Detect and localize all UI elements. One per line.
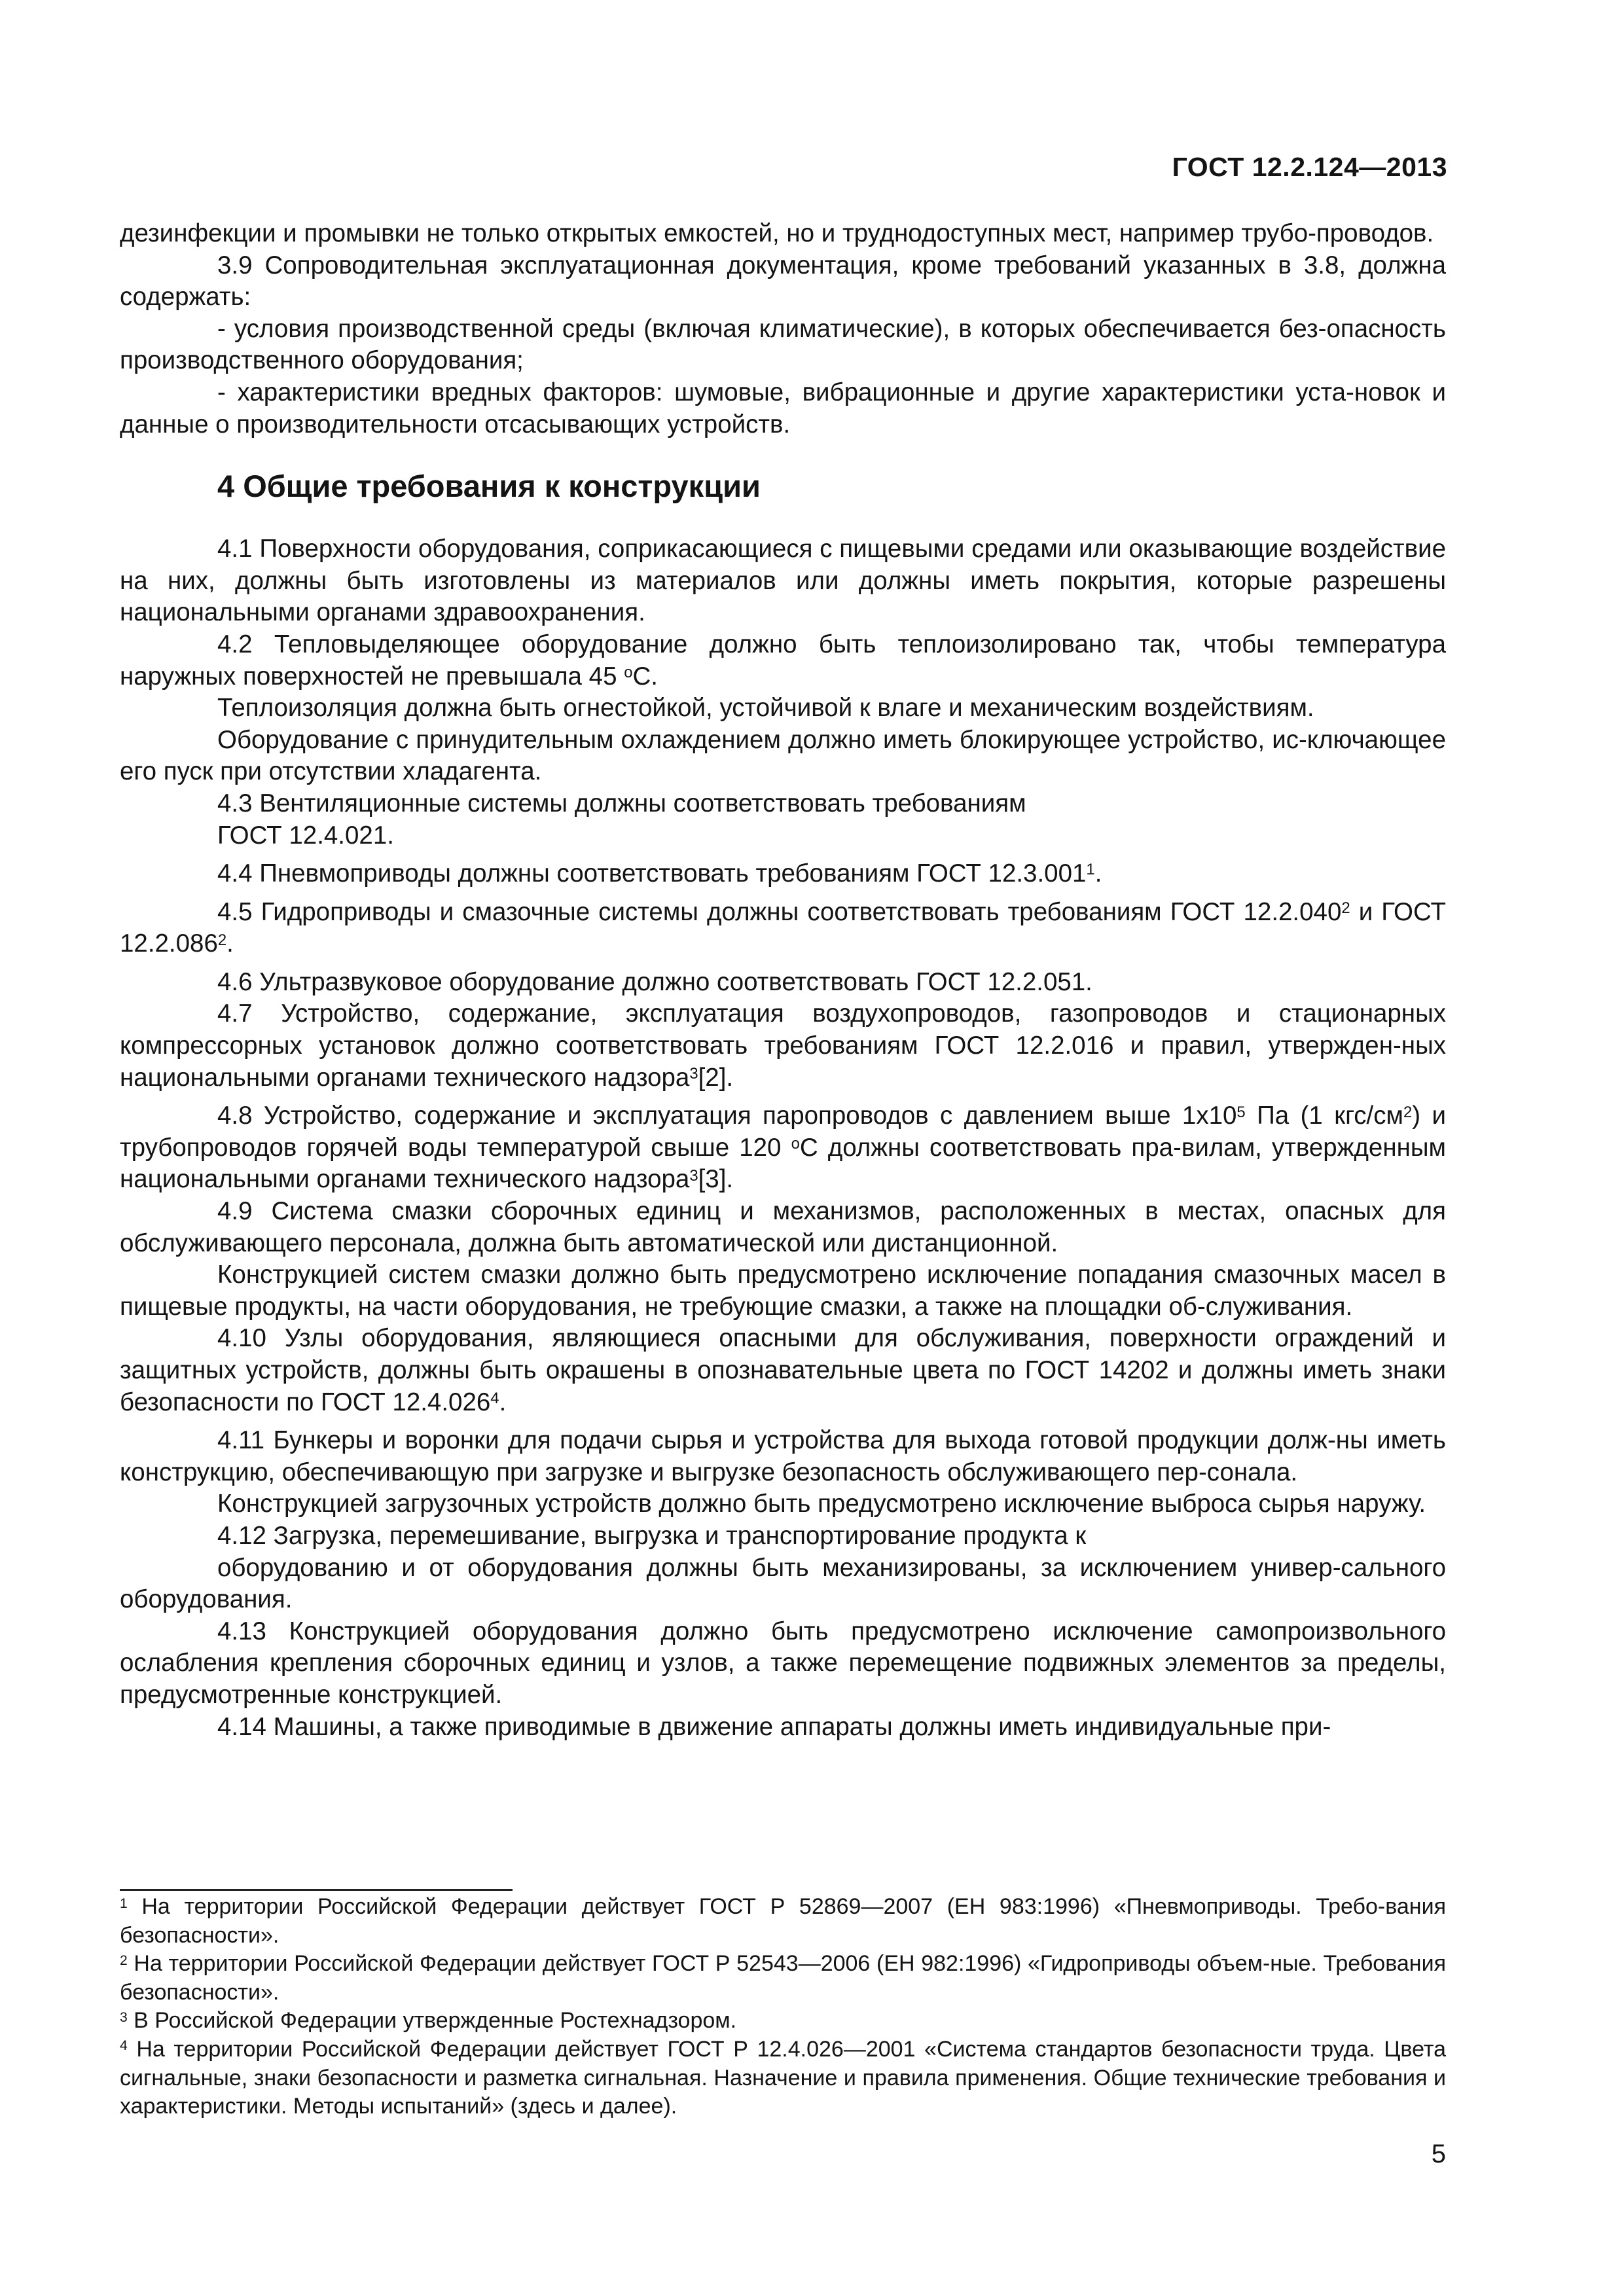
section-4-heading: 4 Общие требования к конструкции [217, 469, 761, 504]
footnote-ref-2b: 2 [217, 931, 227, 949]
paragraph-4-1: 4.1 Поверхности оборудования, соприкасающиеся с пищевыми средами или оказывающие воздействие на них, должны быть изготовлены из материалов или должны иметь покрытия, которые разрешены национальными органами здравоохранения. [120, 535, 1446, 627]
footnotes [120, 1893, 1446, 2121]
paragraph-4-12: 4.12 Загрузка, перемешивание, выгрузка и транспортирование продукта к [217, 1521, 1087, 1550]
list-item-conditions: - условия производственной среды (включая климатические), в которых обеспечивается без-опасность производственного оборудования; [120, 314, 1446, 375]
paragraph-4-3: 4.3 Вентиляционные системы должны соответствовать требованиям [217, 789, 1026, 817]
paragraph-4-11-loading: Конструкцией загрузочных устройств должно быть предусмотрено исключение выброса сырья наружу. [217, 1490, 1426, 1518]
paragraph-4-12-continued: оборудованию и от оборудования должны быть механизированы, за исключением универ-сального оборудования. [120, 1553, 1446, 1614]
document-body [120, 218, 1446, 1743]
footnote-2-text: На территории Российской Федерации действует ГОСТ Р 52543—2006 (ЕН 982:1996) «Гидроприводы объем-ные. Требования безопасности». [120, 1951, 1446, 2005]
footnote-ref-4: 4 [490, 1389, 499, 1407]
paragraph-4-5 [120, 897, 1446, 960]
paragraph-4-7-ref: [2]. [698, 1063, 734, 1092]
footnote-ref-2: 2 [1341, 899, 1350, 917]
paragraph-4-2-cooling: Оборудование с принудительным охлаждением должно иметь блокирующее устройство, ис-ключающее его пуск при отсутствии хладагента. [120, 725, 1446, 786]
footnote-ref-3: 3 [689, 1064, 698, 1083]
degree-mark: o [624, 663, 633, 681]
document-code-header: ГОСТ 12.2.124—2013 [1172, 152, 1447, 182]
footnote-4-text: На территории Российской Федерации действует ГОСТ Р 12.4.026—2001 «Система стандартов безопасности труда. Цвета сигнальные, знаки безопасности и разметка сигнальная. Назначение и правила применения. Общие технические требования и характеристики. Методы испытаний» (здесь и далее). [120, 2036, 1446, 2119]
paragraph-4-10 [120, 1323, 1446, 1418]
footnote-mark-3: 3 [120, 2009, 128, 2025]
paragraph-3-9: 3.9 Сопроводительная эксплуатационная документация, кроме требований указанных в 3.8, должна содержать: [120, 251, 1446, 312]
paragraph-4-10-end: . [499, 1388, 507, 1416]
paragraph-4-5-end: . [226, 929, 234, 958]
paragraph-4-4-text: 4.4 Пневмоприводы должны соответствовать требованиям ГОСТ 12.3.001 [217, 859, 1087, 888]
paragraph-4-8-text-d: C должны соответствовать пра-вилам, утвержденным национальными органами технического надзора [120, 1133, 1447, 1194]
paragraph-4-9: 4.9 Система смазки сборочных единиц и механизмов, расположенных в местах, опасных для обслуживающего персонала, должна быть автоматической или дистанционной. [120, 1197, 1446, 1257]
paragraph-4-8 [120, 1100, 1446, 1196]
footnote-2 [120, 1950, 1446, 2007]
footnote-1 [120, 1893, 1446, 1950]
paragraph-4-3-standard: ГОСТ 12.4.021. [217, 821, 394, 850]
paragraph-4-2-unit: C. [632, 662, 658, 691]
paragraph-4-8-text-a: 4.8 Устройство, содержание и эксплуатация паропроводов с давлением выше 1х10 [217, 1102, 1237, 1130]
paragraph-4-5-text-b: и ГОСТ 12.2.086 [120, 897, 1446, 958]
paragraph-4-14: 4.14 Машины, а также приводимые в движение аппараты должны иметь индивидуальные при- [217, 1712, 1331, 1741]
paragraph-4-8-text-c: ) и трубопроводов горячей воды температурой свыше 120 [120, 1102, 1446, 1162]
paragraph-4-4-end: . [1094, 859, 1102, 888]
exponent-mark: 5 [1236, 1103, 1246, 1121]
footnote-mark-1: 1 [120, 1895, 128, 1911]
paragraph-4-8-text-b: Па (1 кгс/см [1245, 1102, 1403, 1130]
footnote-mark-2: 2 [120, 1952, 128, 1968]
paragraph-4-7 [120, 998, 1446, 1094]
paragraph-continuation: дезинфекции и промывки не только открытых емкостей, но и труднодоступных мест, например трубо-проводов. [120, 219, 1434, 247]
paragraph-4-9-lubrication: Конструкцией систем смазки должно быть предусмотрено исключение попадания смазочных масел в пищевые продукты, на части оборудования, не требующие смазки, а также на площадки об-служивания. [120, 1261, 1446, 1321]
paragraph-4-7-text: 4.7 Устройство, содержание, эксплуатация воздухопроводов, газопроводов и стационарных компрессорных установок должно соответствовать требованиям ГОСТ 12.2.016 и правил, утвержден-ных национальными органами технического надзора [120, 999, 1446, 1092]
footnote-1-text: На территории Российской Федерации действует ГОСТ Р 52869—2007 (ЕН 983:1996) «Пневмоприводы. Требо-вания безопасности». [120, 1894, 1446, 1948]
paragraph-4-8-ref: [3]. [698, 1165, 734, 1194]
degree-mark: o [791, 1135, 800, 1153]
footnote-ref-1: 1 [1086, 861, 1095, 879]
paragraph-4-13: 4.13 Конструкцией оборудования должно быть предусмотрено исключение самопроизвольного ослабления крепления сборочных единиц и узлов, а также перемещение подвижных элементов за пределы, предусмотренные конструкцией. [120, 1617, 1446, 1709]
paragraph-4-5-text: 4.5 Гидроприводы и смазочные системы должны соответствовать требованиям ГОСТ 12.2.040 [217, 897, 1342, 926]
list-item-harmful-factors: - характеристики вредных факторов: шумовые, вибрационные и другие характеристики уста-новок и данные о производительности отсасывающих устройств. [120, 378, 1446, 439]
footnote-3 [120, 2007, 1446, 2036]
footnote-3-text: В Российской Федерации утвержденные Ростехнадзором. [127, 2008, 737, 2034]
paragraph-4-10-text: 4.10 Узлы оборудования, являющиеся опасными для обслуживания, поверхности ограждений и защитных устройств, должны быть окрашены в опознавательные цвета по ГОСТ 14202 и должны иметь знаки безопасности по ГОСТ 12.4.026 [120, 1324, 1446, 1416]
paragraph-4-11: 4.11 Бункеры и воронки для подачи сырья и устройства для выхода готовой продукции долж-ны иметь конструкцию, обеспечивающую при загрузке и выгрузке безопасность обслуживающего пер-сонала. [120, 1426, 1446, 1486]
footnote-divider [120, 1889, 513, 1891]
footnote-ref-3b: 3 [689, 1166, 698, 1185]
paragraph-4-4 [120, 858, 1446, 890]
footnote-mark-4: 4 [120, 2038, 128, 2054]
paragraph-4-2-insulation: Теплоизоляция должна быть огнестойкой, устойчивой к влаге и механическим воздействиям. [217, 694, 1314, 723]
paragraph-4-2-text: 4.2 Тепловыделяющее оборудование должно быть теплоизолировано так, чтобы температура наружных поверхностей не превышала 45 [120, 630, 1446, 691]
paragraph-4-6: 4.6 Ультразвуковое оборудование должно соответствовать ГОСТ 12.2.051. [217, 967, 1092, 996]
footnote-4 [120, 2036, 1446, 2121]
page-number: 5 [1431, 2140, 1446, 2168]
square-mark: 2 [1403, 1103, 1413, 1121]
paragraph-4-2 [120, 629, 1446, 692]
